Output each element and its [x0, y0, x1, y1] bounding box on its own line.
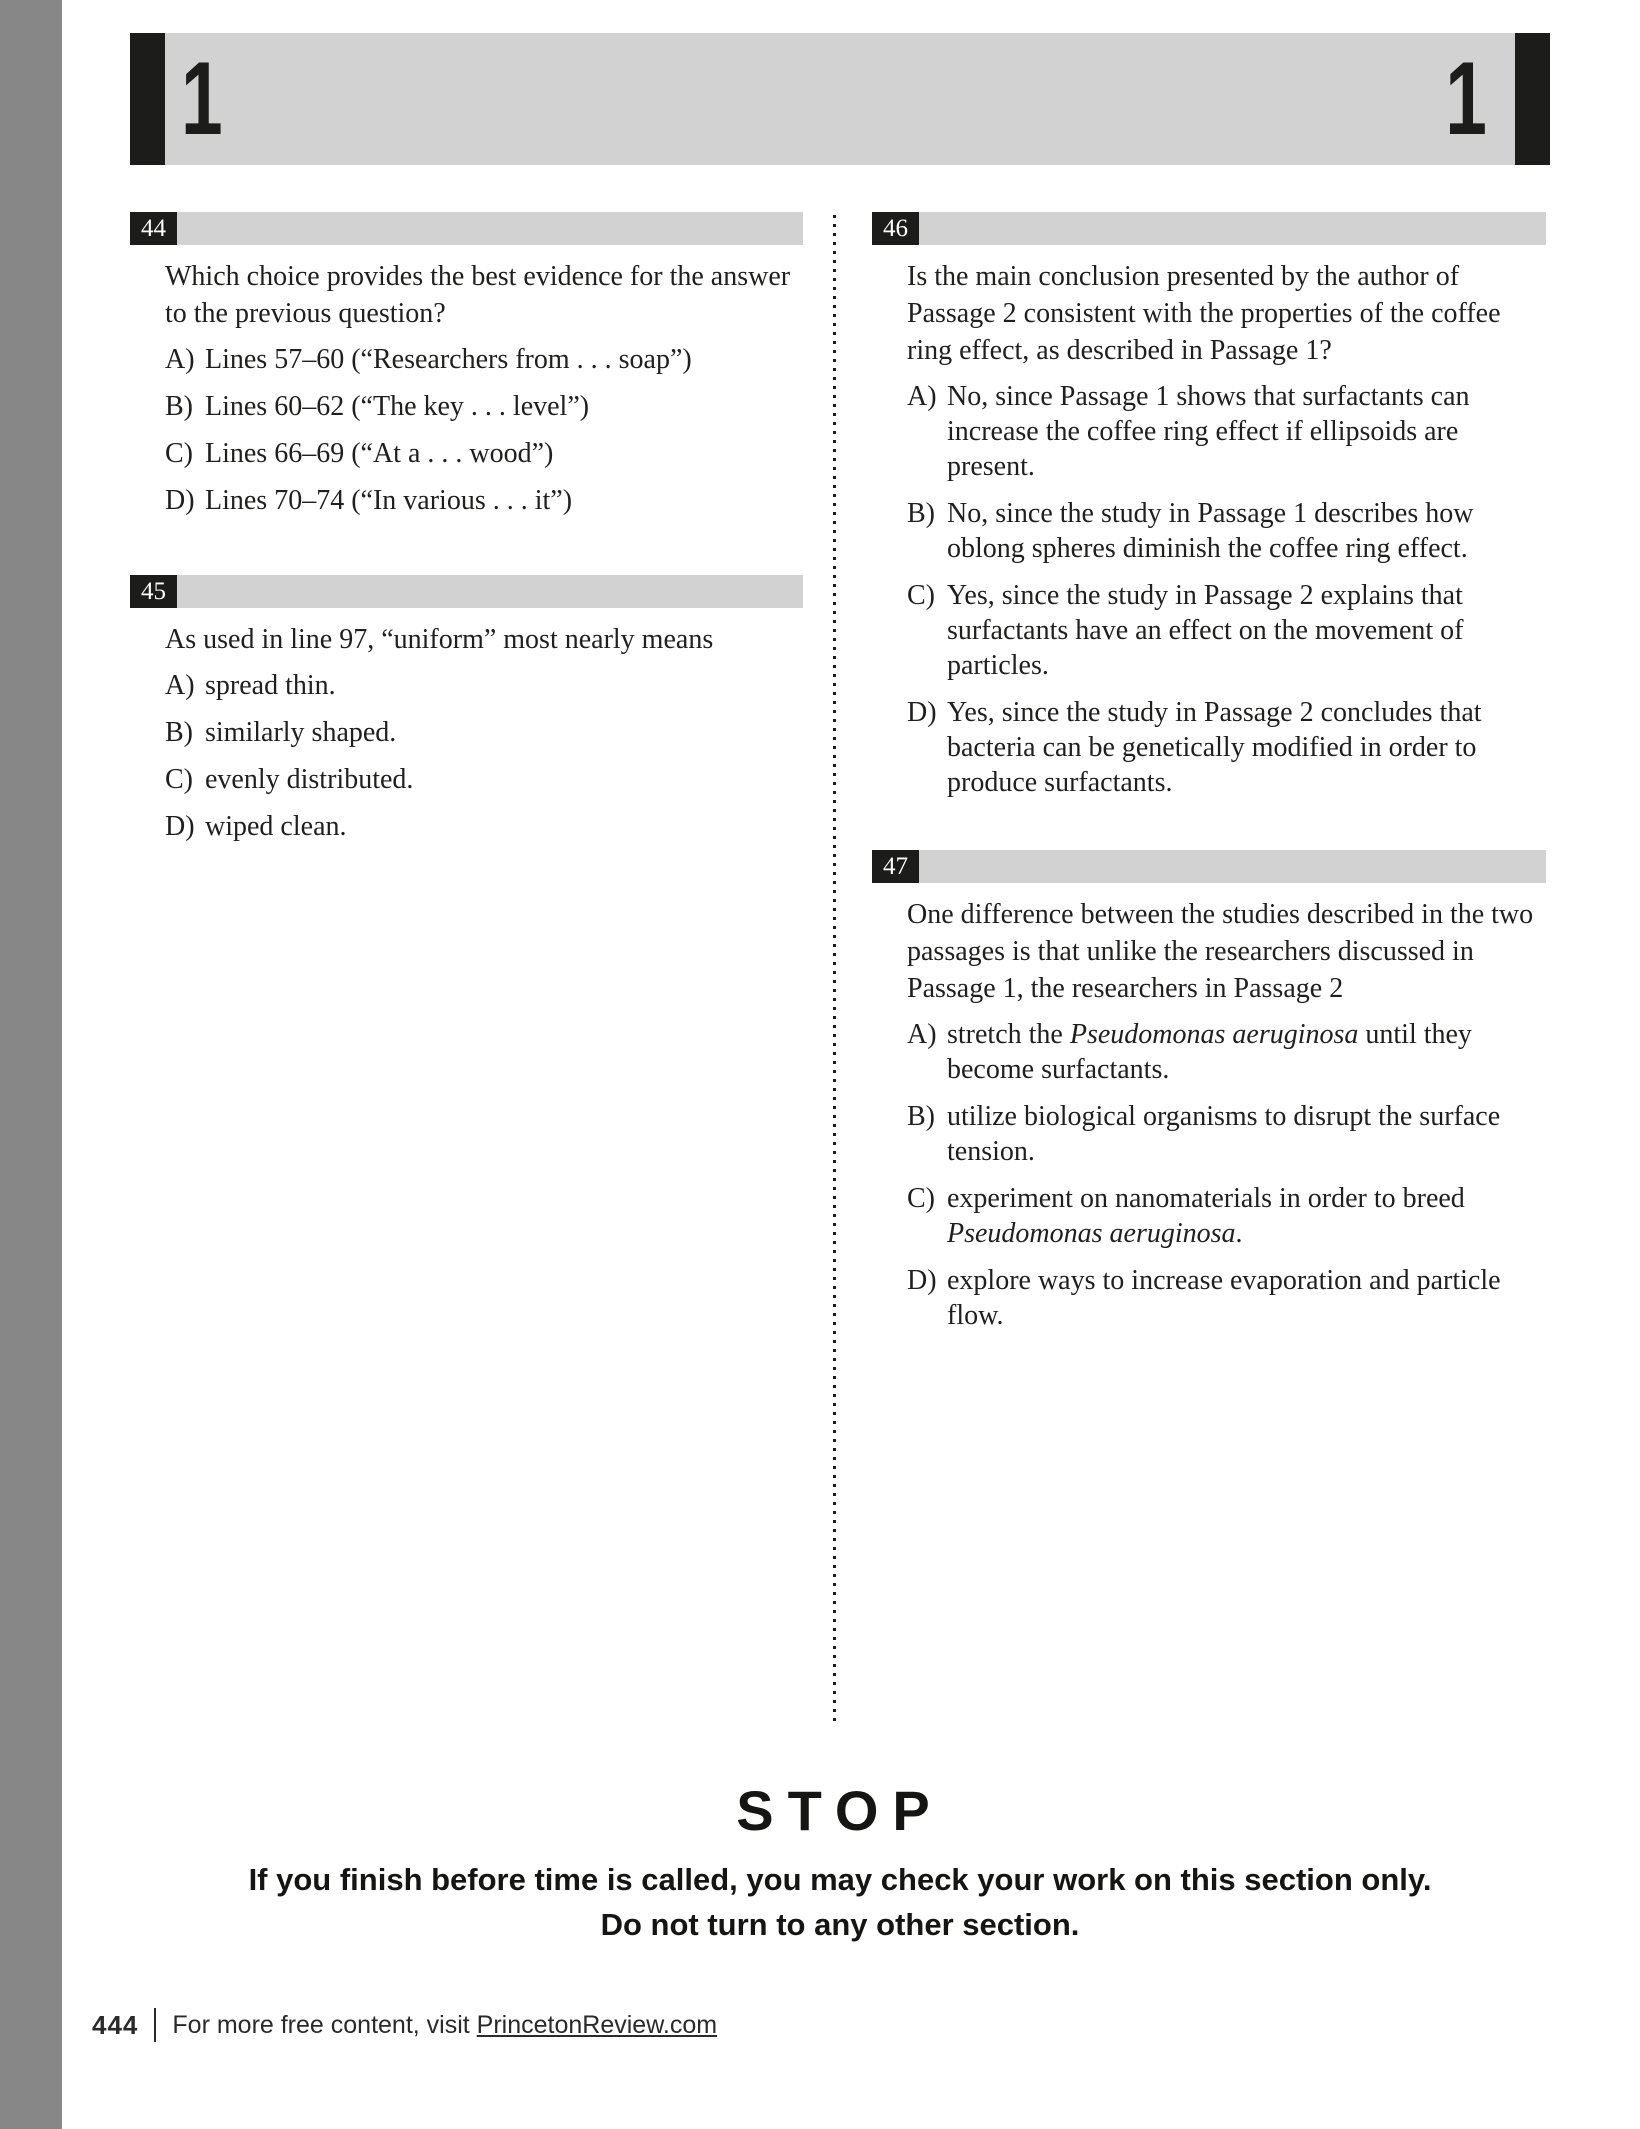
question-47	[872, 850, 1546, 1333]
question-45-choice-a	[165, 668, 803, 703]
choice-letter: B)	[907, 498, 935, 529]
question-44-choice-a	[165, 342, 803, 377]
question-46-bar	[872, 212, 1546, 245]
question-46-choice-b	[907, 496, 1546, 566]
question-45-choice-b	[165, 715, 803, 750]
footer-text	[172, 2011, 717, 2040]
question-47-stem: One difference between the studies described in the two passages is that unlike the researchers discussed in Passage 1, the researchers in Passage 2	[907, 899, 1534, 1004]
stop-block	[130, 1778, 1550, 1947]
choice-text	[947, 1181, 1546, 1251]
question-47-choice-d	[907, 1263, 1546, 1333]
question-44-stem: Which choice provides the best evidence for the answer to the previous question?	[165, 261, 791, 329]
choice-text: Lines 60–62 (“The key . . . level”)	[205, 391, 590, 422]
choice-text-plain: experiment on nanomaterials in order to breed	[947, 1183, 1465, 1214]
choice-letter: C)	[907, 580, 935, 611]
section-number-right: 1	[1445, 41, 1487, 157]
choice-text: Yes, since the study in Passage 2 explains that surfactants have an effect on the movement of particles.	[947, 580, 1464, 681]
question-45-bar-fill	[177, 575, 803, 608]
question-45-bar	[130, 575, 803, 608]
question-44-choice-b	[165, 389, 803, 424]
question-46	[872, 212, 1546, 800]
question-45-number: 45	[130, 575, 177, 608]
question-45	[130, 575, 803, 844]
right-column	[872, 212, 1546, 1345]
footer-text-plain: For more free content, visit	[172, 2010, 477, 2039]
choice-letter: D)	[907, 1265, 937, 1296]
choice-text	[947, 1017, 1546, 1087]
question-44-bar-fill	[177, 212, 803, 245]
header-gray-band	[165, 33, 1515, 165]
choice-letter: A)	[907, 381, 937, 412]
question-46-number: 46	[872, 212, 919, 245]
question-45-stem: As used in line 97, “uniform” most nearly means	[165, 624, 714, 655]
question-44-bar	[130, 212, 803, 245]
choice-text-italic: Pseudomonas aeruginosa	[1069, 1019, 1359, 1050]
choice-letter: B)	[907, 1101, 935, 1132]
choice-letter: D)	[165, 485, 195, 516]
stop-instruction-line1: If you finish before time is called, you may check your work on this section only.	[248, 1862, 1432, 1897]
choice-letter: D)	[907, 697, 937, 728]
page-number: 444	[92, 2009, 139, 2040]
question-47-number: 47	[872, 850, 919, 883]
section-header	[130, 33, 1550, 165]
choice-text-plain: .	[1235, 1218, 1243, 1249]
choice-text: wiped clean.	[205, 811, 347, 842]
choice-text-plain: stretch the	[947, 1019, 1070, 1050]
question-46-choice-d	[907, 695, 1546, 800]
choice-text: Lines 66–69 (“At a . . . wood”)	[205, 438, 554, 469]
question-46-bar-fill	[919, 212, 1546, 245]
choice-letter: A)	[907, 1019, 937, 1050]
choice-text-plain: until they become surfactants.	[947, 1019, 1472, 1085]
choice-letter: C)	[165, 764, 193, 795]
choice-text: utilize biological organisms to disrupt the surface tension.	[947, 1101, 1501, 1167]
choice-letter: C)	[165, 438, 193, 469]
question-47-choice-b	[907, 1099, 1546, 1169]
choice-text: explore ways to increase evaporation and particle flow.	[947, 1265, 1501, 1331]
stop-instruction-line2: Do not turn to any other section.	[600, 1907, 1080, 1942]
choice-text: Lines 70–74 (“In various . . . it”)	[205, 485, 573, 516]
choice-text: evenly distributed.	[205, 764, 414, 795]
page-footer	[92, 2008, 717, 2042]
question-44-number: 44	[130, 212, 177, 245]
question-46-choice-a	[907, 379, 1546, 484]
choice-text: spread thin.	[205, 670, 336, 701]
choice-letter: D)	[165, 811, 195, 842]
question-46-choice-c	[907, 578, 1546, 683]
question-45-choice-c	[165, 762, 803, 797]
column-divider	[833, 215, 836, 1727]
question-47-bar-fill	[919, 850, 1546, 883]
question-45-choice-d	[165, 809, 803, 844]
question-47-bar	[872, 850, 1546, 883]
choice-letter: C)	[907, 1183, 935, 1214]
question-44-choice-c	[165, 436, 803, 471]
choice-text: similarly shaped.	[205, 717, 397, 748]
choice-letter: B)	[165, 717, 193, 748]
header-left-black-bar	[130, 33, 165, 165]
choice-letter: A)	[165, 344, 195, 375]
header-right-black-bar	[1515, 33, 1550, 165]
stop-title: STOP	[736, 1779, 944, 1842]
question-44	[130, 212, 803, 518]
question-47-choice-c	[907, 1181, 1546, 1251]
question-47-choice-a	[907, 1017, 1546, 1087]
choice-text: No, since the study in Passage 1 describes how oblong spheres diminish the coffee ring effect.	[947, 498, 1474, 564]
question-44-choice-d	[165, 483, 803, 518]
choice-text: Lines 57–60 (“Researchers from . . . soap”)	[205, 344, 692, 375]
footer-divider	[154, 2008, 156, 2042]
choice-letter: B)	[165, 391, 193, 422]
princeton-review-link[interactable]: PrincetonReview.com	[476, 2010, 718, 2039]
question-46-stem: Is the main conclusion presented by the author of Passage 2 consistent with the properties of the coffee ring effect, as described in Passage 1?	[907, 261, 1501, 366]
choice-text: No, since Passage 1 shows that surfactants can increase the coffee ring effect if ellipsoids are present.	[947, 381, 1470, 482]
left-margin-strip	[0, 0, 62, 2129]
section-number-left: 1	[181, 41, 223, 157]
choice-text: Yes, since the study in Passage 2 concludes that bacteria can be genetically modified in order to produce surfactants.	[947, 697, 1482, 798]
choice-letter: A)	[165, 670, 195, 701]
left-column	[130, 212, 803, 856]
choice-text-italic: Pseudomonas aeruginosa	[947, 1218, 1236, 1249]
